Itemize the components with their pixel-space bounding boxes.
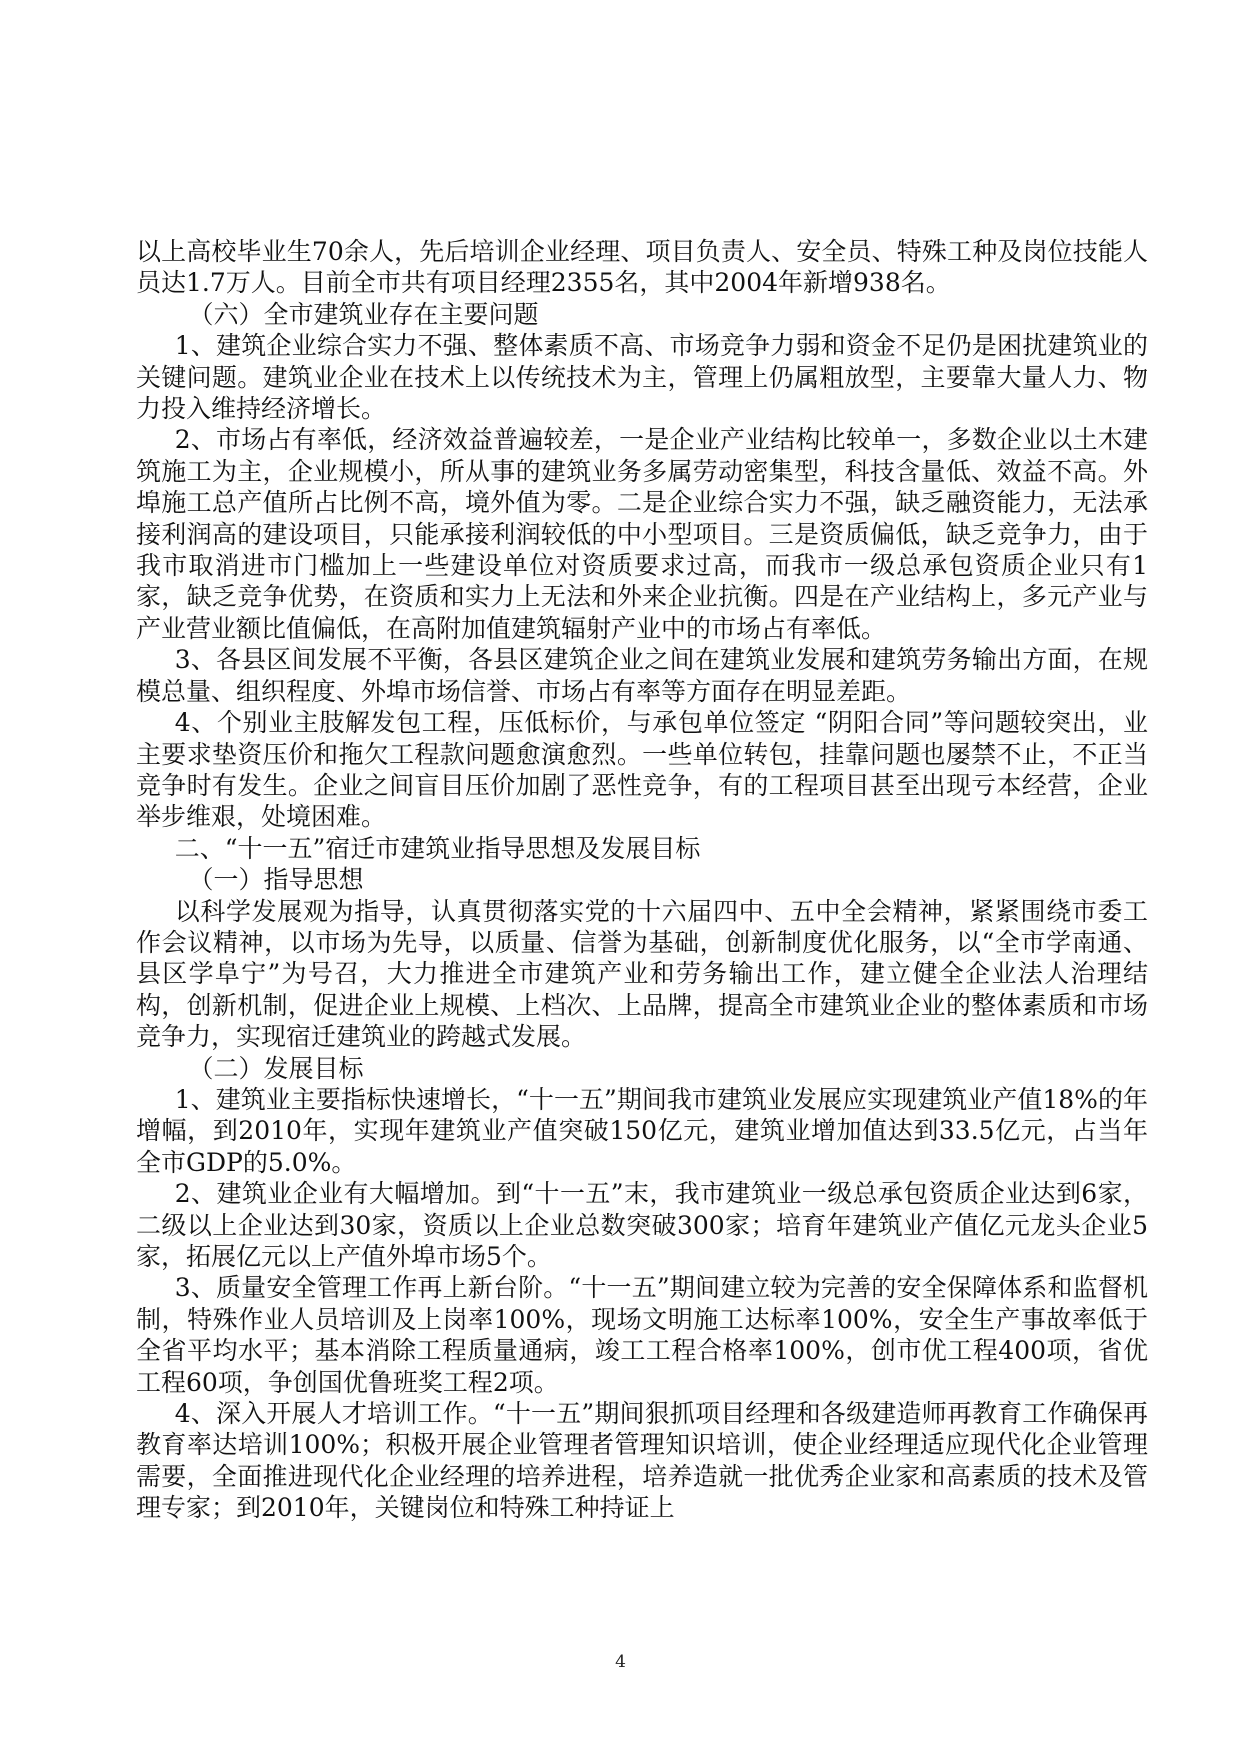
- paragraph-goal-1: 1、建筑业主要指标快速增长，“十一五”期间我市建筑业发展应实现建筑业产值18%的年增幅，到2010年，实现年建筑业产值突破150亿元，建筑业增加值达到33.5亿元，占当年全市GDP的5.0%。: [136, 1084, 1148, 1177]
- paragraph-problem-1: 1、建筑企业综合实力不强、整体素质不高、市场竞争力弱和资金不足仍是困扰建筑业的关键问题。建筑业企业在技术上以传统技术为主，管理上仍属粗放型，主要靠大量人力、物力投入维持经济增长。: [136, 331, 1148, 424]
- paragraph-problem-2: 2、市场占有率低，经济效益普遍较差，一是企业产业结构比较单一，多数企业以土木建筑施工为主，企业规模小，所从事的建筑业务多属劳动密集型，科技含量低、效益不高。外埠施工总产值所占比例不高，境外值为零。二是企业综合实力不强，缺乏融资能力，无法承接利润高的建设项目，只能承接利润较低的中小型项目。三是资质偏低，缺乏竞争力，由于我市取消进市门槛加上一些建设单位对资质要求过高，而我市一级总承包资质企业只有1家，缺乏竞争优势，在资质和实力上无法和外来企业抗衡。四是在产业结构上，多元产业与产业营业额比值偏低，在高附加值建筑辐射产业中的市场占有率低。: [136, 425, 1148, 643]
- paragraph-goal-3: 3、质量安全管理工作再上新台阶。“十一五”期间建立较为完善的安全保障体系和监督机制，特殊作业人员培训及上岗率100%，现场文明施工达标率100%，安全生产事故率低于全省平均水平；基本消除工程质量通病，竣工工程合格率100%，创市优工程400项，省优工程60项，争创国优鲁班奖工程2项。: [136, 1273, 1148, 1397]
- section-heading-main-problems: （六）全市建筑业存在主要问题: [188, 299, 539, 329]
- section-heading-development-goals: （二）发展目标: [188, 1053, 364, 1083]
- page-number: 4: [615, 1652, 626, 1672]
- paragraph-guiding-ideology: 以科学发展观为指导，认真贯彻落实党的十六届四中、五中全会精神，紧紧围绕市委工作会议精神，以市场为先导，以质量、信誉为基础，创新制度优化服务，以“全市学南通、县区学阜宁”为号召，大力推进全市建筑产业和劳务输出工作，建立健全企业法人治理结构，创新机制，促进企业上规模、上档次、上品牌，提高全市建筑业企业的整体素质和市场竞争力，实现宿迁建筑业的跨越式发展。: [136, 896, 1148, 1052]
- paragraph-problem-4: 4、个别业主肢解发包工程，压低标价，与承包单位签定 “阴阳合同”等问题较突出，业主要求垫资压价和拖欠工程款问题愈演愈烈。一些单位转包，挂靠问题也屡禁不止，不正当竞争时有发生。企业之间盲目压价加剧了恶性竞争，有的工程项目甚至出现亏本经营，企业举步维艰，处境困难。: [136, 708, 1148, 832]
- paragraph-training-summary: 以上高校毕业生70余人，先后培训企业经理、项目负责人、安全员、特殊工种及岗位技能人员达1.7万人。目前全市共有项目经理2355名，其中2004年新增938名。: [136, 237, 1148, 298]
- paragraph-goal-2: 2、建筑业企业有大幅增加。到“十一五”末，我市建筑业一级总承包资质企业达到6家，二级以上企业达到30家，资质以上企业总数突破300家；培育年建筑业产值亿元龙头企业5家，拓展亿元以上产值外埠市场5个。: [136, 1179, 1148, 1271]
- chapter-heading-guiding-ideology-and-goals: 二、“十一五”宿迁市建筑业指导思想及发展目标: [174, 833, 701, 863]
- paragraph-problem-3: 3、各县区间发展不平衡，各县区建筑企业之间在建筑业发展和建筑劳务输出方面，在规模总量、组织程度、外埠市场信誉、市场占有率等方面存在明显差距。: [136, 645, 1148, 706]
- document-body: [136, 236, 1148, 1524]
- paragraph-goal-4: 4、深入开展人才培训工作。“十一五”期间狠抓项目经理和各级建造师再教育工作确保再教育率达培训100%；积极开展企业管理者管理知识培训，使企业经理适应现代化企业管理需要，全面推进现代化企业经理的培养进程，培养造就一批优秀企业家和高素质的技术及管理专家；到2010年，关键岗位和特殊工种持证上: [136, 1399, 1148, 1523]
- section-heading-guiding-ideology: （一）指导思想: [188, 865, 364, 895]
